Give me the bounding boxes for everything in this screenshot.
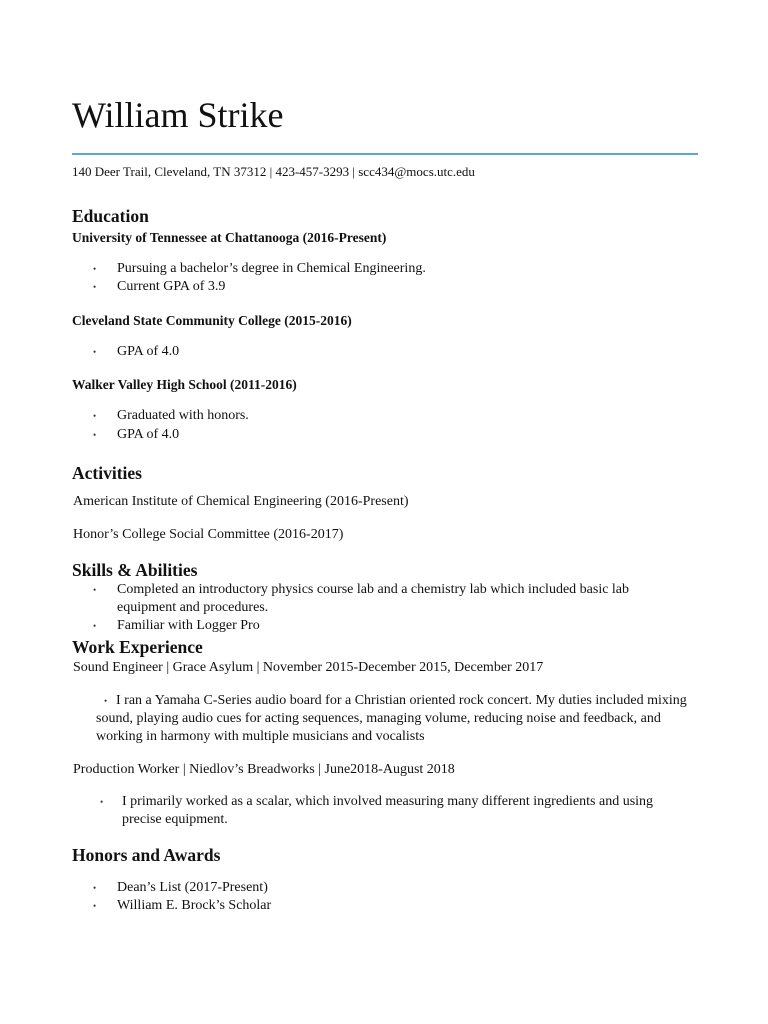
bullet-icon: • (93, 411, 97, 421)
bullet-icon: • (100, 797, 104, 807)
list-item: Pursuing a bachelor’s degree in Chemical Engineering. (117, 261, 426, 276)
bullet-icon: • (93, 347, 97, 357)
school-title: Walker Valley High School (2011-2016) (72, 377, 297, 392)
honors-heading: Honors and Awards (72, 845, 221, 865)
contact-line: 140 Deer Trail, Cleveland, TN 37312 | 423-457-3293 | scc434@mocs.utc.edu (72, 164, 475, 179)
bullet-icon: • (93, 621, 97, 631)
list-item: Graduated with honors. (117, 408, 249, 423)
job-description: I ran a Yamaha C-Series audio board for a Christian oriented rock concert. My duties included mixing sound, playing audio cues for acting sequences, managing volume, reducing noise and feedback, and working in harmony with multiple musicians and vocalists (96, 693, 687, 744)
education-heading: Education (72, 206, 149, 226)
activity-item: American Institute of Chemical Engineering (2016-Present) (73, 494, 409, 509)
list-item: Familiar with Logger Pro (117, 618, 260, 633)
list-item: Dean’s List (2017-Present) (117, 880, 268, 895)
bullet-icon: • (93, 264, 97, 274)
bullet-icon: • (93, 430, 97, 440)
activities-heading: Activities (72, 463, 142, 483)
bullet-icon: • (93, 901, 97, 911)
job-title: Sound Engineer | Grace Asylum | November 2015-December 2015, December 2017 (73, 660, 544, 675)
list-item: Completed an introductory physics course lab and a chemistry lab which included basic lab equipment and procedures. (117, 582, 630, 615)
header-divider (72, 153, 698, 155)
bullet-icon: • (104, 696, 108, 706)
bullet-icon: • (93, 883, 97, 893)
bullet-icon: • (93, 585, 97, 595)
list-item: William E. Brock’s Scholar (117, 898, 272, 913)
school-title: Cleveland State Community College (2015-2016) (72, 313, 352, 328)
list-item: Current GPA of 3.9 (117, 279, 226, 294)
activity-item: Honor’s College Social Committee (2016-2017) (73, 527, 344, 542)
work-heading: Work Experience (72, 637, 203, 657)
resume-name: William Strike (72, 95, 284, 135)
bullet-icon: • (93, 282, 97, 292)
school-title: University of Tennessee at Chattanooga (2016-Present) (72, 230, 387, 245)
list-item: GPA of 4.0 (117, 427, 180, 442)
list-item: GPA of 4.0 (117, 344, 180, 359)
job-description: I primarily worked as a scalar, which involved measuring many different ingredients and using precise equipment. (122, 794, 654, 827)
skills-heading: Skills & Abilities (72, 560, 198, 580)
job-title: Production Worker | Niedlov’s Breadworks | June2018-August 2018 (73, 762, 455, 777)
